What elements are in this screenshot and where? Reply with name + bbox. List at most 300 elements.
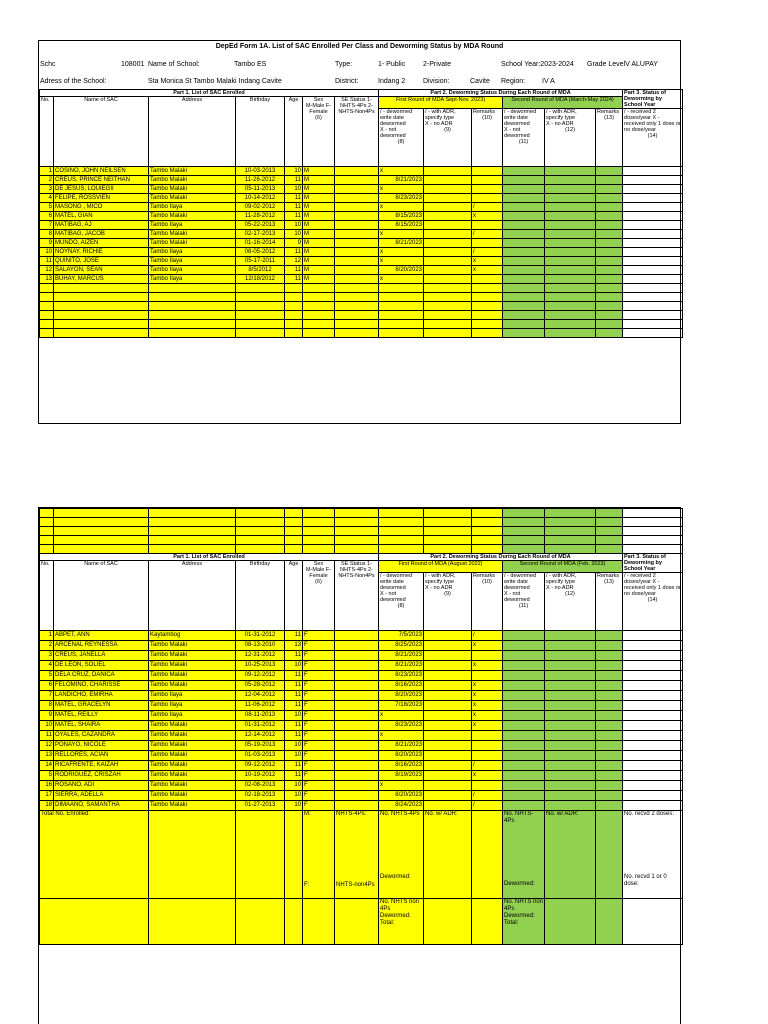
adr-text: / - with ADR, specify type	[425, 109, 456, 121]
row-address: Tambo Ilaya	[149, 691, 236, 701]
row-birthday: 09-02-2012	[236, 203, 285, 212]
remarks-text-3: Remarks	[473, 573, 496, 579]
row-round2-remarks	[596, 257, 623, 266]
blank-cell	[54, 302, 149, 311]
row-part3	[623, 721, 683, 731]
row-status	[335, 801, 379, 811]
row-round2-adr	[545, 212, 596, 221]
row-birthday: 05-22-2013	[236, 221, 285, 230]
row-name: MATIBAG, JACOB	[54, 230, 149, 239]
col-num-11-2: (11)	[518, 603, 529, 609]
row-no: 5	[40, 771, 54, 781]
row-round2-adr	[545, 185, 596, 194]
col-num-11: (11)	[518, 139, 529, 145]
row-address: Tambo Malaki	[149, 651, 236, 661]
row-name: ROSANO, ADI	[54, 781, 149, 791]
row-status	[335, 641, 379, 651]
row-round1-remarks: x	[472, 711, 503, 721]
row-round1-remarks	[472, 781, 503, 791]
row-age: 12	[285, 257, 303, 266]
row-round2-dewormed	[503, 631, 545, 641]
row-round2-adr	[545, 701, 596, 711]
row-round2-remarks	[596, 221, 623, 230]
blank-cell	[503, 509, 545, 518]
row-age: 11	[285, 651, 303, 661]
row-age: 11	[285, 194, 303, 203]
row-status	[335, 681, 379, 691]
row-no: 12	[40, 266, 54, 275]
row-round1-remarks: /	[472, 230, 503, 239]
blank-cell	[424, 311, 472, 320]
col-name: Name of SAC	[54, 97, 149, 167]
blank-cell	[54, 284, 149, 293]
sex-label-2: Sex	[313, 561, 324, 567]
blank-cell	[149, 329, 236, 338]
round1-non4ps: No. NHTS non 4Ps	[380, 899, 420, 912]
row-round1-dewormed: 8/21/2023	[379, 651, 424, 661]
blank-cell	[424, 509, 472, 518]
row-no: 12	[40, 741, 54, 751]
row-round2-adr	[545, 681, 596, 691]
row-name: MUNDO, AIZEN	[54, 239, 149, 248]
row-age: 10	[285, 167, 303, 176]
row-round2-remarks	[596, 641, 623, 651]
row-round2-adr	[545, 631, 596, 641]
row-round1-adr	[424, 221, 472, 230]
row-status	[335, 781, 379, 791]
blank-cell	[149, 311, 236, 320]
row-no: 6	[40, 212, 54, 221]
row-birthday: 05-28-2012	[236, 681, 285, 691]
row-round2-remarks	[596, 275, 623, 284]
row-status	[335, 167, 379, 176]
table-row	[40, 212, 683, 221]
row-round2-adr	[545, 801, 596, 811]
blank-cell	[472, 518, 503, 527]
row-name: LANDICHO, EMIRHA	[54, 691, 149, 701]
row-birthday: 02-18-2013	[236, 791, 285, 801]
row-round2-remarks	[596, 176, 623, 185]
row-round1-dewormed: x	[379, 711, 424, 721]
table-row	[40, 701, 683, 711]
blank-cell	[503, 329, 545, 338]
row-age: 11	[285, 212, 303, 221]
part2-header-2: Part 2. Deworming Status During Each Round of MDA	[379, 554, 623, 561]
table-row	[40, 230, 683, 239]
row-sex: M	[303, 185, 335, 194]
row-round1-remarks	[472, 651, 503, 661]
row-sex: F	[303, 771, 335, 781]
col-address-2: Address	[149, 561, 236, 631]
row-round1-dewormed: x	[379, 230, 424, 239]
table-row	[40, 771, 683, 781]
row-part3	[623, 681, 683, 691]
totals-spacer-2	[236, 811, 285, 899]
table-row	[40, 185, 683, 194]
blank-cell	[379, 527, 424, 536]
totals2-spacer-6	[335, 899, 379, 945]
col-age: Age	[285, 97, 303, 167]
row-status	[335, 266, 379, 275]
row-round1-remarks	[472, 751, 503, 761]
blank-cell	[236, 302, 285, 311]
row-address: Tambo Malaki	[149, 641, 236, 651]
row-part3	[623, 203, 683, 212]
blank-cell	[424, 545, 472, 554]
row-round2-dewormed	[503, 771, 545, 781]
row-round2-adr	[545, 671, 596, 681]
row-status	[335, 221, 379, 230]
row-birthday: 01-03-2013	[236, 751, 285, 761]
row-birthday: 10-19-2012	[236, 771, 285, 781]
round2-nhts4ps: No. NHTS-4Ps	[504, 811, 534, 824]
row-round1-dewormed: 8/20/2023	[379, 266, 424, 275]
blank-cell	[335, 293, 379, 302]
col-num-12-2: (12)	[565, 591, 575, 597]
row-name: MATEL, REILLY	[54, 711, 149, 721]
blank-row	[40, 509, 683, 518]
blank-cell	[424, 518, 472, 527]
round2-non4ps-dewormed: Dewormed:	[504, 913, 535, 919]
blank-cell	[503, 284, 545, 293]
sex-desc: M-Male F-Female	[305, 103, 332, 115]
row-round2-remarks	[596, 751, 623, 761]
row-sex: M	[303, 221, 335, 230]
blank-cell	[40, 284, 54, 293]
sac-table-bottom	[39, 508, 683, 945]
row-part3	[623, 651, 683, 661]
total-recvd1: No. recvd 1 or 0 dose:	[624, 874, 667, 887]
row-birthday: 11-26-2012	[236, 176, 285, 185]
row-name: OYALES, CAZANDRA	[54, 731, 149, 741]
row-round1-dewormed: 8/16/2023	[379, 761, 424, 771]
row-sex: F	[303, 701, 335, 711]
row-round1-adr	[424, 176, 472, 185]
row-round2-adr	[545, 257, 596, 266]
row-status	[335, 275, 379, 284]
row-birthday: 01-16-2014	[236, 239, 285, 248]
blank-cell	[623, 509, 683, 518]
district-label: District:	[335, 78, 359, 85]
remarks-text-2: Remarks	[597, 109, 620, 115]
row-sex: F	[303, 631, 335, 641]
row-sex: F	[303, 791, 335, 801]
row-no: 11	[40, 257, 54, 266]
blank-cell	[285, 509, 303, 518]
blank-cell	[623, 329, 683, 338]
row-round2-remarks	[596, 248, 623, 257]
row-round2-adr	[545, 203, 596, 212]
row-round1-remarks: /	[472, 801, 503, 811]
row-age: 11	[285, 771, 303, 781]
blank-cell	[285, 320, 303, 329]
blank-cell	[503, 311, 545, 320]
row-name: ABPET, ANN	[54, 631, 149, 641]
row-status	[335, 194, 379, 203]
row-birthday: 12/18/2012	[236, 275, 285, 284]
row-name: DIMAANO, SAMANTHA	[54, 801, 149, 811]
address-row	[39, 77, 680, 89]
table-row	[40, 248, 683, 257]
total-recvd2: No. recvd 2 doses:	[624, 811, 675, 817]
row-birthday: 05-17-2011	[236, 257, 285, 266]
school-address: Sta Monica St Tambo Malaki Indang Cavite	[148, 78, 282, 85]
school-info-row	[39, 59, 680, 73]
row-round1-dewormed: x	[379, 167, 424, 176]
blank-cell	[424, 329, 472, 338]
row-round2-adr	[545, 711, 596, 721]
row-age: 11	[285, 731, 303, 741]
row-round2-adr	[545, 176, 596, 185]
table-row	[40, 731, 683, 741]
row-part3	[623, 711, 683, 721]
row-sex: M	[303, 212, 335, 221]
row-part3	[623, 741, 683, 751]
row-round2-remarks	[596, 239, 623, 248]
row-address: Tambo Malaki	[149, 194, 236, 203]
blank-row	[40, 518, 683, 527]
row-round2-remarks	[596, 185, 623, 194]
row-address: Tambo Ilaya	[149, 221, 236, 230]
blank-row	[40, 545, 683, 554]
row-name: CREUS, PRINCE NEITHAN	[54, 176, 149, 185]
dewormed-desc-2	[503, 109, 545, 167]
row-no: 14	[40, 761, 54, 771]
row-round2-dewormed	[503, 167, 545, 176]
row-birthday: 12-31-2012	[236, 651, 285, 661]
row-round2-remarks	[596, 651, 623, 661]
blank-cell	[54, 320, 149, 329]
row-round2-adr	[545, 761, 596, 771]
totals-spacer-1	[149, 811, 236, 899]
blank-cell	[54, 329, 149, 338]
grade-level: Grade LevelV ALUPAY	[587, 61, 658, 68]
row-address: Tambo Malaki	[149, 761, 236, 771]
blank-cell	[596, 311, 623, 320]
row-sex: F	[303, 751, 335, 761]
row-round2-remarks	[596, 230, 623, 239]
row-sex: M	[303, 275, 335, 284]
table-row	[40, 203, 683, 212]
remarks-text-4: Remarks	[597, 573, 620, 579]
round2-total: Total:	[504, 920, 519, 926]
blank-cell	[379, 545, 424, 554]
round1-nhts4ps: No. NHTS-4Ps	[380, 811, 420, 817]
row-round1-dewormed: x	[379, 257, 424, 266]
row-part3	[623, 185, 683, 194]
row-part3	[623, 230, 683, 239]
row-round2-adr	[545, 230, 596, 239]
row-round1-remarks: /	[472, 203, 503, 212]
row-round1-remarks: x	[472, 771, 503, 781]
blank-cell	[379, 536, 424, 545]
blank-cell	[379, 302, 424, 311]
row-round2-adr	[545, 781, 596, 791]
second-round-header-2: Second Round of MDA (Feb. 2023)	[503, 561, 623, 573]
row-status	[335, 651, 379, 661]
row-round1-adr	[424, 185, 472, 194]
row-round1-adr	[424, 203, 472, 212]
row-birthday: 09-12-2012	[236, 671, 285, 681]
row-part3	[623, 631, 683, 641]
row-status	[335, 771, 379, 781]
blank-cell	[335, 329, 379, 338]
row-address: Tambo Malaki	[149, 731, 236, 741]
row-round2-remarks	[596, 212, 623, 221]
blank-cell	[303, 284, 335, 293]
blank-cell	[40, 518, 54, 527]
row-round2-remarks	[596, 194, 623, 203]
col-num-13: (13)	[604, 115, 614, 121]
round2-nhts4ps-dewormed: Dewormed:	[504, 881, 535, 887]
table-row	[40, 167, 683, 176]
row-no: 10	[40, 248, 54, 257]
row-address: Tambo Ilaya	[149, 248, 236, 257]
row-round1-remarks: x	[472, 257, 503, 266]
district: Indang 2	[378, 78, 406, 85]
remarks-desc-4	[596, 573, 623, 631]
row-round2-dewormed	[503, 711, 545, 721]
row-age: 13	[285, 641, 303, 651]
row-round2-dewormed	[503, 266, 545, 275]
adr-desc-4	[545, 573, 596, 631]
row-round2-remarks	[596, 761, 623, 771]
sex-label: Sex	[313, 97, 324, 103]
row-round2-remarks	[596, 801, 623, 811]
totals-sex	[303, 811, 335, 899]
blank-cell	[54, 311, 149, 320]
blank-cell	[303, 293, 335, 302]
col-address: Address	[149, 97, 236, 167]
blank-cell	[149, 527, 236, 536]
address-label: Adress of the School:	[40, 78, 107, 85]
school-id-label: Schc	[40, 61, 56, 68]
blank-cell	[303, 518, 335, 527]
row-round2-adr	[545, 731, 596, 741]
col-num-10-2: (10)	[482, 579, 492, 585]
row-sex: F	[303, 681, 335, 691]
row-birthday: 02-08-2013	[236, 781, 285, 791]
col-no-2: No.	[40, 561, 54, 631]
part1-header-2: Part 1. List of SAC Enrolled	[40, 554, 379, 561]
blank-cell	[472, 293, 503, 302]
row-round1-dewormed: 8/23/2023	[379, 721, 424, 731]
row-round1-dewormed: 7/5/2023	[379, 631, 424, 641]
row-round1-dewormed: x	[379, 275, 424, 284]
row-age: 11	[285, 275, 303, 284]
row-round1-dewormed: 8/20/2023	[379, 751, 424, 761]
row-round2-adr	[545, 167, 596, 176]
second-round-header: Second Round of MDA (March-May 2024)	[503, 97, 623, 109]
row-sex: F	[303, 761, 335, 771]
blank-cell	[596, 320, 623, 329]
remarks-desc-2	[596, 109, 623, 167]
row-round2-dewormed	[503, 691, 545, 701]
blank-cell	[424, 527, 472, 536]
row-age: 10	[285, 801, 303, 811]
row-no: 8	[40, 701, 54, 711]
row-round1-adr	[424, 711, 472, 721]
blank-row	[40, 311, 683, 320]
table-row	[40, 194, 683, 203]
row-round2-adr	[545, 741, 596, 751]
row-status	[335, 741, 379, 751]
table-row	[40, 239, 683, 248]
blank-cell	[379, 311, 424, 320]
row-age: 10	[285, 741, 303, 751]
row-name: MATEL, GRACELYN	[54, 701, 149, 711]
part3-desc	[623, 109, 683, 167]
part3-desc-text: / - received 2 doses/year X - received only 1 dose or no dose/year	[624, 109, 681, 133]
row-round2-remarks	[596, 741, 623, 751]
blank-cell	[303, 527, 335, 536]
row-round2-remarks	[596, 701, 623, 711]
table-row	[40, 671, 683, 681]
blank-cell	[285, 302, 303, 311]
row-no: 1	[40, 631, 54, 641]
form-sheet-top	[38, 40, 681, 424]
row-part3	[623, 641, 683, 651]
remarks-text: Remarks	[473, 109, 496, 115]
row-round1-remarks: /	[472, 761, 503, 771]
row-round2-remarks	[596, 721, 623, 731]
row-address: Tambo Malaki	[149, 167, 236, 176]
row-address: Tambo Ilaya	[149, 203, 236, 212]
row-sex: F	[303, 741, 335, 751]
blank-cell	[285, 284, 303, 293]
blank-cell	[472, 509, 503, 518]
round1-total: Total:	[380, 920, 395, 926]
adr-desc	[424, 109, 472, 167]
row-sex: M	[303, 257, 335, 266]
row-round2-adr	[545, 266, 596, 275]
row-age: 10	[285, 791, 303, 801]
blank-cell	[285, 536, 303, 545]
row-name: MATIBAG, AJ	[54, 221, 149, 230]
blank-cell	[596, 545, 623, 554]
row-round2-remarks	[596, 266, 623, 275]
part1-header: Part 1. List of SAC Enrolled	[40, 90, 379, 97]
blank-cell	[503, 293, 545, 302]
row-address: Tambo Malaki	[149, 801, 236, 811]
blank-cell	[236, 536, 285, 545]
blank-cell	[545, 320, 596, 329]
row-sex: F	[303, 731, 335, 741]
row-no: 10	[40, 721, 54, 731]
row-part3	[623, 248, 683, 257]
row-address: Tambo Malaki	[149, 721, 236, 731]
table-row	[40, 257, 683, 266]
row-round1-remarks	[472, 185, 503, 194]
totals2-round1	[379, 899, 424, 945]
blank-cell	[623, 284, 683, 293]
blank-cell	[303, 329, 335, 338]
row-round1-adr	[424, 239, 472, 248]
row-round1-dewormed: 8/21/2023	[379, 741, 424, 751]
totals-spacer-5	[596, 811, 623, 899]
blank-cell	[424, 320, 472, 329]
blank-cell	[236, 293, 285, 302]
row-round2-adr	[545, 721, 596, 731]
col-num-14: (14)	[647, 133, 658, 139]
table-row	[40, 681, 683, 691]
row-round1-remarks	[472, 239, 503, 248]
row-sex: M	[303, 203, 335, 212]
row-round2-dewormed	[503, 257, 545, 266]
row-no: 17	[40, 791, 54, 801]
division: Cavite	[470, 78, 490, 85]
blank-cell	[335, 527, 379, 536]
